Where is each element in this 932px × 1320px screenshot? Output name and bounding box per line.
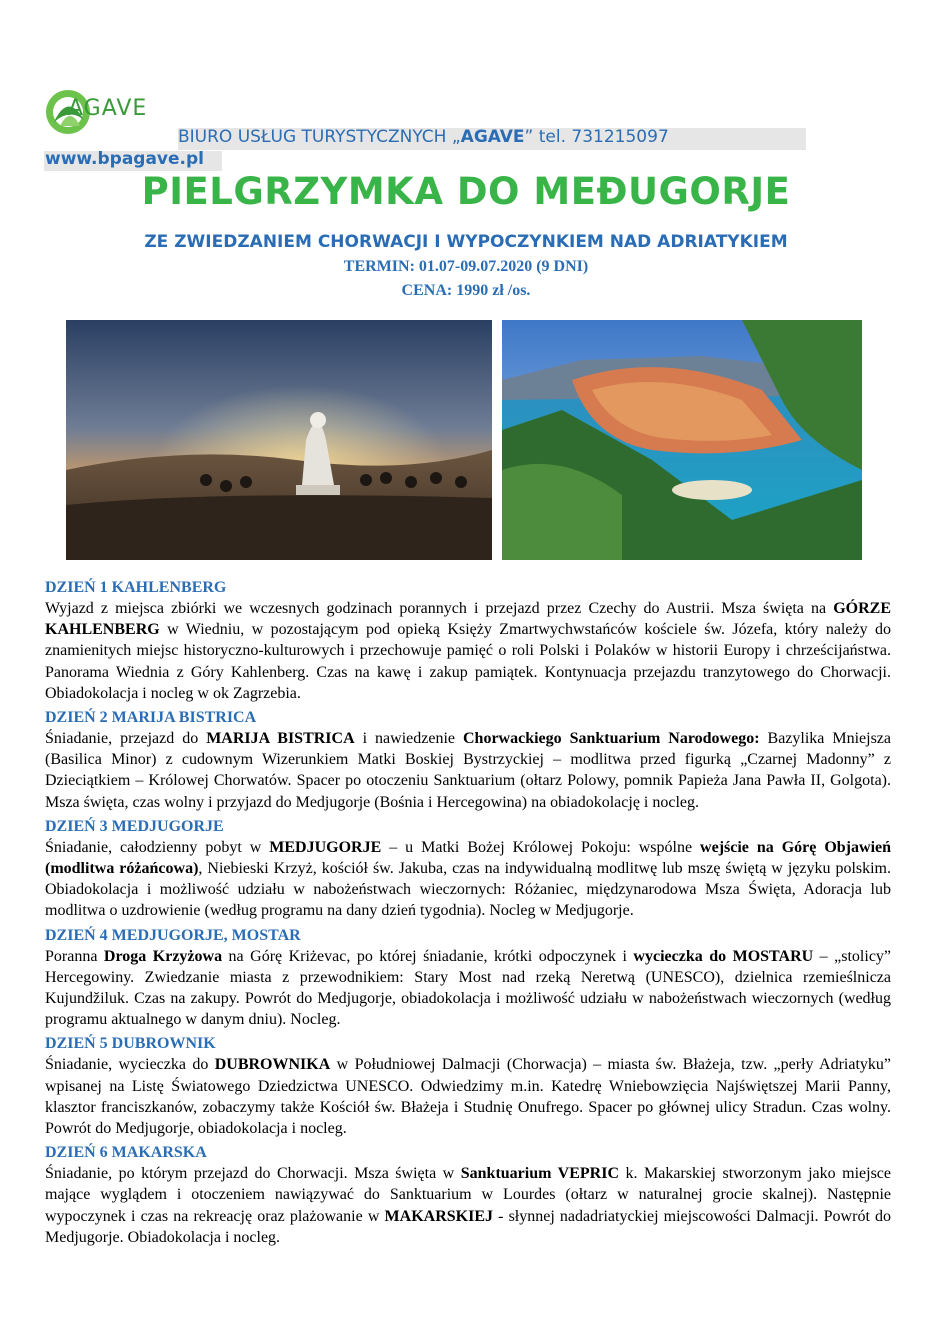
day-text-segment: w Południowej Dalmacji (Chorwacja) – miasta św. Błażeja, tzw. „perły Adriatyku” wpisanej na Listę Światowego Dziedzictwa UNESCO. Odwiedzimy m.in. Katedrę Wniebowzięcia Najświętszej Marii Panny, klasztor franciszkanów, zobaczymy także Kościół św. Błażeja i Studnię Onufrego. Spacer po głównej ulicy Stradun. Czas wolny. Powrót do Medjugorje, obiadokolacja i nocleg. <box>45 1056 892 1138</box>
itinerary-day <box>45 1034 891 1139</box>
day-text-segment: – u Matki Bożej Królowej Pokoju: wspólne <box>381 838 701 856</box>
day-description <box>45 728 891 813</box>
day-text-highlight: MARIJA BISTRICA <box>206 730 355 748</box>
day-title: DZIEŃ 2 MARIJA BISTRICA <box>45 709 257 727</box>
day-text-highlight: Droga Krzyżowa <box>103 947 223 965</box>
day-text-segment: Wyjazd z miejsca zbiórki we wczesnych godzinach porannych i przejazd przez Czechy do Austrii. Msza święta na <box>45 600 834 617</box>
website-link[interactable]: www.bpagave.pl <box>45 149 205 169</box>
day-text-segment: Śniadanie, przejazd do <box>45 730 207 748</box>
day-title: DZIEŃ 5 DUBROWNIK <box>45 1035 216 1053</box>
day-text-highlight: wejście na Górę Objawień (modlitwa różańcowa) <box>45 838 892 878</box>
day-text-segment: Poranna <box>45 947 104 965</box>
day-text-highlight: wycieczka do MOSTARU <box>633 947 814 965</box>
day-description <box>45 946 891 1031</box>
logo-text <box>68 96 147 121</box>
day-text-highlight: MAKARSKIEJ <box>384 1207 493 1225</box>
agency-line <box>178 127 669 147</box>
day-text-segment: Bazylika Mniejsza (Basilica Minor) z cudownym Wizerunkiem Matki Boskiej Bystrzyckiej – modlitwa przed figurką „Czarnej Madonny” z Dzieciątkiem – Królowej Chorwatów. Spacer po otoczeniu Sanktuarium (ołtarz Polowy, pomnik Papieża Jana Pawła II, Golgota). Msza święta, czas wolny i przyjazd do Medjugorje (Bośnia i Hercegowina) na obiadokolację i nocleg. <box>45 730 892 811</box>
day-title: DZIEŃ 1 KAHLENBERG <box>45 579 227 596</box>
day-description <box>45 1054 891 1139</box>
day-text-segment: , Niebieski Krzyż, kościół św. Jakuba, czas na indywidualną modlitwę lub mszę świętą w języku polskim. Obiadokolacja i możliwość udziału w nabożeństwach wieczornych: Różaniec, międzynarodowa Msza Święta, Adoracja lub modlitwa o uzdrowienie (według programu na dany dzień tygodnia). Nocleg w Medjugorje. <box>45 860 892 920</box>
page-subtitle: ZE ZWIEDZANIEM CHORWACJI I WYPOCZYNKIEM NAD ADRIATYKIEM <box>144 232 788 252</box>
day-text-segment: w Wiedniu, w pozostającym pod opieką Księży Zmartwychwstańców kościele św. Józefa, który należy do znamienitych miejsc historyczno-kulturowych i przechowuje pamięć o roli Polski i Polaków w historii Europy i chrześcijaństwa. Panorama Wiednia z Góry Kahlenberg. Czas na kawę i zakup pamiątek. Kontynuacja przejazdu tranzytowego do Chorwacji. Obiadokolacja i nocleg w ok Zagrzebia. <box>45 621 891 702</box>
day-text-segment: Śniadanie, wycieczka do <box>45 1056 215 1074</box>
agency-phone: ” tel. 731215097 <box>524 127 669 147</box>
day-text-highlight: DUBROWNIKA <box>214 1056 331 1074</box>
day-text-highlight: Sanktuarium VEPRIC <box>460 1165 619 1183</box>
day-text-highlight: GÓRZE KAHLENBERG <box>45 600 891 639</box>
page-title: PIELGRZYMKA DO MEĐUGORJE <box>141 170 791 213</box>
day-text-highlight: MEDJUGORJE <box>269 838 382 856</box>
day-title: DZIEŃ 3 MEDJUGORJE <box>45 817 224 835</box>
day-text-segment: k. Makarskiej stworzonym jako miejsce mające wyglądem i otoczeniem nawiązywać do Sanktuarium w Lourdes (ołtarz w naturalnej grocie skalnej). Następnie wypoczynek i czas na rekreację oraz plażowanie w <box>45 1165 891 1225</box>
photo-medjugorje-statue <box>66 320 492 560</box>
day-title: DZIEŃ 6 MAKARSKA <box>45 1144 207 1162</box>
day-title: DZIEŃ 4 MEDJUGORJE, MOSTAR <box>45 926 301 944</box>
itinerary-day <box>45 926 891 1031</box>
day-text-highlight: Chorwackiego Sanktuarium Narodowego: <box>462 730 760 748</box>
itinerary-day <box>45 817 891 922</box>
day-description <box>45 598 891 704</box>
logo-text-value: AGAVE <box>68 96 148 121</box>
photo-dubrovnik <box>502 320 862 560</box>
day-text-segment: Śniadanie, całodzienny pobyt w <box>45 838 270 856</box>
day-text-segment: Śniadanie, po którym przejazd do Chorwacji. Msza święta w <box>45 1165 461 1183</box>
day-text-segment: i nawiedzenie <box>354 730 463 748</box>
agency-name: AGAVE <box>460 127 525 147</box>
day-text-segment: - słynnej nadadriatyckiej miejscowości Dalmacji. Powrót do Medjugorje. Obiadokolacja i nocleg. <box>45 1207 892 1246</box>
trip-dates: TERMIN: 01.07-09.07.2020 (9 DNI) <box>343 258 589 275</box>
itinerary-day <box>45 708 891 813</box>
itinerary-day <box>45 578 891 704</box>
day-text-segment: na Górę Kriżevac, po której śniadanie, krótki odpoczynek i <box>222 947 634 965</box>
itinerary-day <box>45 1143 891 1248</box>
day-description <box>45 1163 891 1248</box>
day-description <box>45 837 891 922</box>
agency-prefix: BIURO USŁUG TURYSTYCZNYCH „ <box>178 127 461 147</box>
trip-price: CENA: 1990 zł /os. <box>401 282 531 299</box>
day-text-segment: – „stolicy” Hercegowiny. Zwiedzanie miasta z przewodnikiem: Stary Most nad rzeką Neretwą (UNESCO), dzielnica rzemieślnicza Kujundžiluk. Czas na zakupy. Powrót do Medjugorje, obiadokolacja i możliwość udziału w nabożeństwach wieczornych (według programu aktualnego w danym dniu). Nocleg. <box>45 947 892 1029</box>
itinerary <box>45 578 891 1252</box>
